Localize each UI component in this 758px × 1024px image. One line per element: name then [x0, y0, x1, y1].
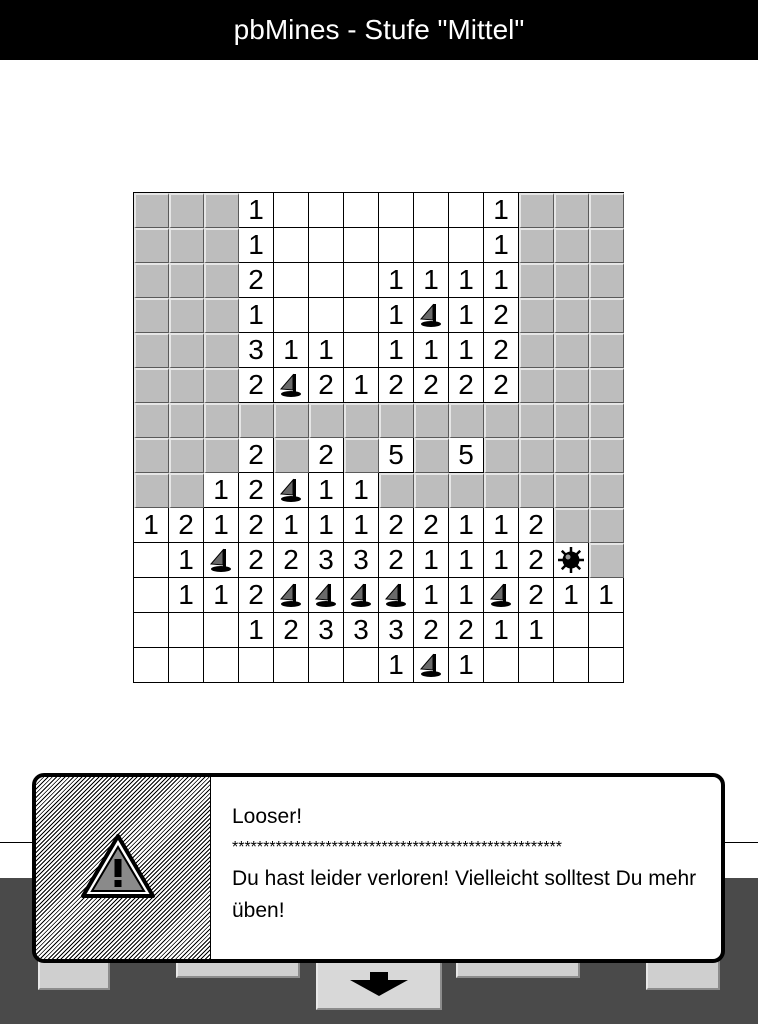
empty-cell[interactable] — [554, 613, 589, 648]
number-cell[interactable] — [414, 333, 449, 368]
covered-cell[interactable] — [239, 403, 274, 438]
dialog-separator: ***************************************************** — [232, 839, 563, 856]
covered-cell[interactable] — [589, 403, 624, 438]
cell-number: 3 — [318, 544, 334, 575]
cell-number: 1 — [213, 509, 229, 540]
covered-cell[interactable] — [554, 508, 589, 543]
number-cell[interactable] — [379, 298, 414, 333]
number-cell[interactable] — [239, 543, 274, 578]
cell-number: 1 — [318, 509, 334, 540]
flagged-cell[interactable] — [414, 648, 449, 683]
covered-cell[interactable] — [589, 543, 624, 578]
number-cell[interactable] — [274, 613, 309, 648]
number-cell[interactable] — [309, 438, 344, 473]
cell-number: 1 — [248, 194, 264, 225]
cell-number: 1 — [423, 544, 439, 575]
covered-cell[interactable] — [134, 403, 169, 438]
flagged-cell[interactable] — [274, 578, 309, 613]
flagged-cell[interactable] — [379, 578, 414, 613]
flagged-cell[interactable] — [484, 578, 519, 613]
covered-cell[interactable] — [589, 193, 624, 228]
number-cell[interactable] — [379, 508, 414, 543]
covered-cell[interactable] — [554, 473, 589, 508]
number-cell[interactable] — [554, 578, 589, 613]
covered-cell[interactable] — [134, 368, 169, 403]
cell-number: 2 — [318, 439, 334, 470]
empty-cell[interactable] — [344, 263, 379, 298]
cell-number: 2 — [318, 369, 334, 400]
number-cell[interactable] — [484, 368, 519, 403]
empty-cell[interactable] — [309, 648, 344, 683]
number-cell[interactable] — [239, 193, 274, 228]
number-cell[interactable] — [344, 368, 379, 403]
number-cell[interactable] — [484, 193, 519, 228]
covered-cell[interactable] — [519, 438, 554, 473]
number-cell[interactable] — [344, 508, 379, 543]
cell-number: 1 — [423, 579, 439, 610]
number-cell[interactable] — [309, 333, 344, 368]
flag-icon — [488, 582, 514, 608]
empty-cell[interactable] — [589, 613, 624, 648]
empty-cell[interactable] — [274, 228, 309, 263]
number-cell[interactable] — [519, 613, 554, 648]
covered-cell[interactable] — [204, 438, 239, 473]
cell-number: 1 — [563, 579, 579, 610]
number-cell[interactable] — [169, 508, 204, 543]
number-cell[interactable] — [239, 473, 274, 508]
number-cell[interactable] — [414, 508, 449, 543]
number-cell[interactable] — [274, 333, 309, 368]
cell-number: 1 — [178, 544, 194, 575]
covered-cell[interactable] — [344, 438, 379, 473]
covered-cell[interactable] — [169, 438, 204, 473]
cell-number: 2 — [248, 369, 264, 400]
number-cell[interactable] — [449, 578, 484, 613]
cell-number: 1 — [213, 579, 229, 610]
cell-number: 2 — [493, 334, 509, 365]
covered-cell[interactable] — [519, 368, 554, 403]
covered-cell[interactable] — [379, 473, 414, 508]
number-cell[interactable] — [449, 298, 484, 333]
empty-cell[interactable] — [344, 298, 379, 333]
cell-number: 2 — [248, 439, 264, 470]
covered-cell[interactable] — [484, 473, 519, 508]
cell-number: 2 — [423, 509, 439, 540]
empty-cell[interactable] — [274, 298, 309, 333]
dialog-message: Du hast leider verloren! Vielleicht solltest Du mehr üben! — [232, 867, 697, 922]
cell-number: 1 — [318, 334, 334, 365]
number-cell[interactable] — [449, 508, 484, 543]
flag-icon — [313, 582, 339, 608]
covered-cell[interactable] — [204, 298, 239, 333]
game-over-dialog[interactable] — [32, 773, 725, 963]
cell-number: 2 — [388, 509, 404, 540]
empty-cell[interactable] — [344, 333, 379, 368]
cell-number: 2 — [248, 264, 264, 295]
number-cell[interactable] — [239, 578, 274, 613]
number-cell[interactable] — [449, 368, 484, 403]
flag-icon — [383, 582, 409, 608]
minefield-board[interactable] — [133, 192, 624, 683]
dialog-content — [232, 801, 702, 927]
flagged-cell[interactable] — [274, 368, 309, 403]
flagged-cell[interactable] — [414, 298, 449, 333]
covered-cell[interactable] — [169, 368, 204, 403]
covered-cell[interactable] — [134, 298, 169, 333]
empty-cell[interactable] — [169, 613, 204, 648]
covered-cell[interactable] — [589, 228, 624, 263]
covered-cell[interactable] — [169, 193, 204, 228]
cell-number: 2 — [248, 509, 264, 540]
cell-number: 1 — [388, 264, 404, 295]
number-cell[interactable] — [379, 613, 414, 648]
covered-cell[interactable] — [134, 473, 169, 508]
flag-icon — [278, 477, 304, 503]
empty-cell[interactable] — [589, 648, 624, 683]
empty-cell[interactable] — [274, 263, 309, 298]
dialog-title: Looser! — [232, 805, 303, 828]
empty-cell[interactable] — [344, 228, 379, 263]
cell-number: 2 — [248, 544, 264, 575]
number-cell[interactable] — [379, 543, 414, 578]
cell-number: 2 — [493, 299, 509, 330]
cell-number: 1 — [283, 509, 299, 540]
number-cell[interactable] — [379, 263, 414, 298]
flag-icon — [348, 582, 374, 608]
empty-cell[interactable] — [484, 648, 519, 683]
empty-cell[interactable] — [134, 543, 169, 578]
covered-cell[interactable] — [379, 403, 414, 438]
number-cell[interactable] — [449, 648, 484, 683]
covered-cell[interactable] — [589, 473, 624, 508]
empty-cell[interactable] — [449, 193, 484, 228]
covered-cell[interactable] — [554, 228, 589, 263]
cell-number: 1 — [528, 614, 544, 645]
number-cell[interactable] — [239, 263, 274, 298]
covered-cell[interactable] — [169, 263, 204, 298]
covered-cell[interactable] — [519, 298, 554, 333]
number-cell[interactable] — [204, 473, 239, 508]
covered-cell[interactable] — [169, 228, 204, 263]
number-cell[interactable] — [274, 508, 309, 543]
number-cell[interactable] — [239, 298, 274, 333]
covered-cell[interactable] — [519, 193, 554, 228]
number-cell[interactable] — [239, 333, 274, 368]
cell-number: 2 — [423, 369, 439, 400]
number-cell[interactable] — [169, 578, 204, 613]
covered-cell[interactable] — [134, 228, 169, 263]
cell-number: 1 — [458, 649, 474, 680]
cell-number: 1 — [458, 579, 474, 610]
cell-number: 1 — [318, 474, 334, 505]
empty-cell[interactable] — [449, 228, 484, 263]
cell-number: 3 — [318, 614, 334, 645]
number-cell[interactable] — [239, 508, 274, 543]
covered-cell[interactable] — [554, 368, 589, 403]
covered-cell[interactable] — [204, 403, 239, 438]
cell-number: 1 — [388, 649, 404, 680]
covered-cell[interactable] — [414, 438, 449, 473]
flag-icon — [278, 582, 304, 608]
empty-cell[interactable] — [414, 193, 449, 228]
empty-cell[interactable] — [274, 648, 309, 683]
number-cell[interactable] — [344, 543, 379, 578]
number-cell[interactable] — [519, 578, 554, 613]
covered-cell[interactable] — [274, 438, 309, 473]
number-cell[interactable] — [484, 508, 519, 543]
cell-number: 3 — [353, 614, 369, 645]
number-cell[interactable] — [484, 298, 519, 333]
covered-cell[interactable] — [344, 403, 379, 438]
covered-cell[interactable] — [519, 263, 554, 298]
cell-number: 5 — [388, 439, 404, 470]
cell-number: 1 — [143, 509, 159, 540]
cell-number: 2 — [248, 474, 264, 505]
covered-cell[interactable] — [554, 193, 589, 228]
covered-cell[interactable] — [554, 438, 589, 473]
covered-cell[interactable] — [134, 263, 169, 298]
flag-icon — [418, 302, 444, 328]
cell-number: 1 — [388, 299, 404, 330]
number-cell[interactable] — [344, 613, 379, 648]
number-cell[interactable] — [204, 508, 239, 543]
empty-cell[interactable] — [519, 648, 554, 683]
number-cell[interactable] — [379, 648, 414, 683]
cell-number: 2 — [248, 579, 264, 610]
number-cell[interactable] — [309, 473, 344, 508]
number-cell[interactable] — [309, 368, 344, 403]
window-title: pbMines - Stufe "Mittel" — [233, 14, 525, 45]
cell-number: 2 — [283, 614, 299, 645]
empty-cell[interactable] — [309, 193, 344, 228]
number-cell[interactable] — [309, 613, 344, 648]
number-cell[interactable] — [169, 543, 204, 578]
number-cell[interactable] — [414, 368, 449, 403]
empty-cell[interactable] — [344, 193, 379, 228]
number-cell[interactable] — [449, 613, 484, 648]
number-cell[interactable] — [309, 508, 344, 543]
cell-number: 2 — [528, 544, 544, 575]
covered-cell[interactable] — [519, 403, 554, 438]
number-cell[interactable] — [414, 578, 449, 613]
covered-cell[interactable] — [519, 473, 554, 508]
number-cell[interactable] — [204, 578, 239, 613]
empty-cell[interactable] — [414, 228, 449, 263]
cell-number: 2 — [388, 369, 404, 400]
empty-cell[interactable] — [204, 648, 239, 683]
covered-cell[interactable] — [274, 403, 309, 438]
covered-cell[interactable] — [484, 438, 519, 473]
covered-cell[interactable] — [169, 403, 204, 438]
cell-number: 2 — [493, 369, 509, 400]
covered-cell[interactable] — [204, 228, 239, 263]
number-cell[interactable] — [309, 543, 344, 578]
covered-cell[interactable] — [554, 403, 589, 438]
covered-cell[interactable] — [449, 473, 484, 508]
cell-number: 1 — [458, 334, 474, 365]
covered-cell[interactable] — [309, 403, 344, 438]
cell-number: 1 — [178, 579, 194, 610]
covered-cell[interactable] — [554, 298, 589, 333]
cell-number: 1 — [458, 509, 474, 540]
cell-number: 1 — [493, 544, 509, 575]
flagged-cell[interactable] — [204, 543, 239, 578]
number-cell[interactable] — [414, 543, 449, 578]
number-cell[interactable] — [484, 333, 519, 368]
empty-cell[interactable] — [379, 193, 414, 228]
covered-cell[interactable] — [204, 368, 239, 403]
warning-icon — [80, 833, 156, 899]
cell-number: 1 — [248, 229, 264, 260]
number-cell[interactable] — [414, 613, 449, 648]
covered-cell[interactable] — [169, 298, 204, 333]
number-cell[interactable] — [519, 508, 554, 543]
empty-cell[interactable] — [134, 613, 169, 648]
number-cell[interactable] — [449, 438, 484, 473]
cell-number: 3 — [248, 334, 264, 365]
cell-number: 1 — [353, 509, 369, 540]
cell-number: 1 — [458, 264, 474, 295]
cell-number: 2 — [178, 509, 194, 540]
number-cell[interactable] — [519, 543, 554, 578]
number-cell[interactable] — [484, 543, 519, 578]
flagged-cell[interactable] — [344, 578, 379, 613]
covered-cell[interactable] — [169, 473, 204, 508]
empty-cell[interactable] — [379, 228, 414, 263]
covered-cell[interactable] — [414, 473, 449, 508]
covered-cell[interactable] — [414, 403, 449, 438]
flag-icon — [278, 372, 304, 398]
number-cell[interactable] — [449, 263, 484, 298]
covered-cell[interactable] — [554, 263, 589, 298]
flag-icon — [208, 547, 234, 573]
covered-cell[interactable] — [204, 193, 239, 228]
cell-number: 1 — [458, 299, 474, 330]
cell-number: 1 — [213, 474, 229, 505]
cell-number: 2 — [528, 509, 544, 540]
cell-number: 2 — [423, 614, 439, 645]
empty-cell[interactable] — [274, 193, 309, 228]
cell-number: 1 — [493, 194, 509, 225]
empty-cell[interactable] — [309, 263, 344, 298]
empty-cell[interactable] — [554, 648, 589, 683]
cell-number: 1 — [248, 299, 264, 330]
empty-cell[interactable] — [169, 648, 204, 683]
number-cell[interactable] — [449, 333, 484, 368]
cell-number: 2 — [528, 579, 544, 610]
cell-number: 1 — [493, 229, 509, 260]
covered-cell[interactable] — [134, 193, 169, 228]
number-cell[interactable] — [484, 228, 519, 263]
cell-number: 1 — [493, 509, 509, 540]
cell-number: 1 — [353, 369, 369, 400]
cell-number: 2 — [283, 544, 299, 575]
cell-number: 3 — [353, 544, 369, 575]
number-cell[interactable] — [134, 508, 169, 543]
covered-cell[interactable] — [519, 333, 554, 368]
number-cell[interactable] — [589, 578, 624, 613]
cell-number: 1 — [283, 334, 299, 365]
number-cell[interactable] — [414, 263, 449, 298]
covered-cell[interactable] — [134, 333, 169, 368]
covered-cell[interactable] — [169, 333, 204, 368]
cell-number: 1 — [423, 334, 439, 365]
cell-number: 5 — [458, 439, 474, 470]
covered-cell[interactable] — [204, 333, 239, 368]
number-cell[interactable] — [239, 228, 274, 263]
covered-cell[interactable] — [554, 333, 589, 368]
covered-cell[interactable] — [589, 508, 624, 543]
covered-cell[interactable] — [589, 368, 624, 403]
number-cell[interactable] — [379, 333, 414, 368]
cell-number: 2 — [388, 544, 404, 575]
covered-cell[interactable] — [589, 298, 624, 333]
empty-cell[interactable] — [134, 648, 169, 683]
mine-icon — [557, 546, 585, 574]
number-cell[interactable] — [239, 613, 274, 648]
cell-number: 1 — [458, 544, 474, 575]
cell-number: 1 — [493, 264, 509, 295]
covered-cell[interactable] — [134, 438, 169, 473]
flagged-cell[interactable] — [309, 578, 344, 613]
number-cell[interactable] — [484, 613, 519, 648]
number-cell[interactable] — [239, 438, 274, 473]
number-cell[interactable] — [274, 543, 309, 578]
covered-cell[interactable] — [204, 263, 239, 298]
empty-cell[interactable] — [134, 578, 169, 613]
covered-cell[interactable] — [589, 263, 624, 298]
cell-number: 1 — [493, 614, 509, 645]
number-cell[interactable] — [484, 263, 519, 298]
mine-cell[interactable] — [554, 543, 589, 578]
cell-number: 2 — [458, 369, 474, 400]
cell-number: 2 — [458, 614, 474, 645]
title-bar — [0, 0, 758, 60]
cell-number: 1 — [353, 474, 369, 505]
empty-cell[interactable] — [309, 228, 344, 263]
flag-icon — [418, 652, 444, 678]
number-cell[interactable] — [379, 368, 414, 403]
cell-number: 1 — [248, 614, 264, 645]
number-cell[interactable] — [239, 368, 274, 403]
number-cell[interactable] — [449, 543, 484, 578]
empty-cell[interactable] — [204, 613, 239, 648]
flagged-cell[interactable] — [274, 473, 309, 508]
empty-cell[interactable] — [309, 298, 344, 333]
cell-number: 1 — [388, 334, 404, 365]
covered-cell[interactable] — [589, 333, 624, 368]
number-cell[interactable] — [344, 473, 379, 508]
cell-number: 1 — [598, 579, 614, 610]
arrow-down-icon — [350, 972, 408, 996]
covered-cell[interactable] — [519, 228, 554, 263]
covered-cell[interactable] — [484, 403, 519, 438]
cell-number: 1 — [423, 264, 439, 295]
empty-cell[interactable] — [344, 648, 379, 683]
dialog-stripe-panel — [36, 777, 211, 959]
covered-cell[interactable] — [589, 438, 624, 473]
cell-number: 3 — [388, 614, 404, 645]
covered-cell[interactable] — [449, 403, 484, 438]
empty-cell[interactable] — [239, 648, 274, 683]
number-cell[interactable] — [379, 438, 414, 473]
